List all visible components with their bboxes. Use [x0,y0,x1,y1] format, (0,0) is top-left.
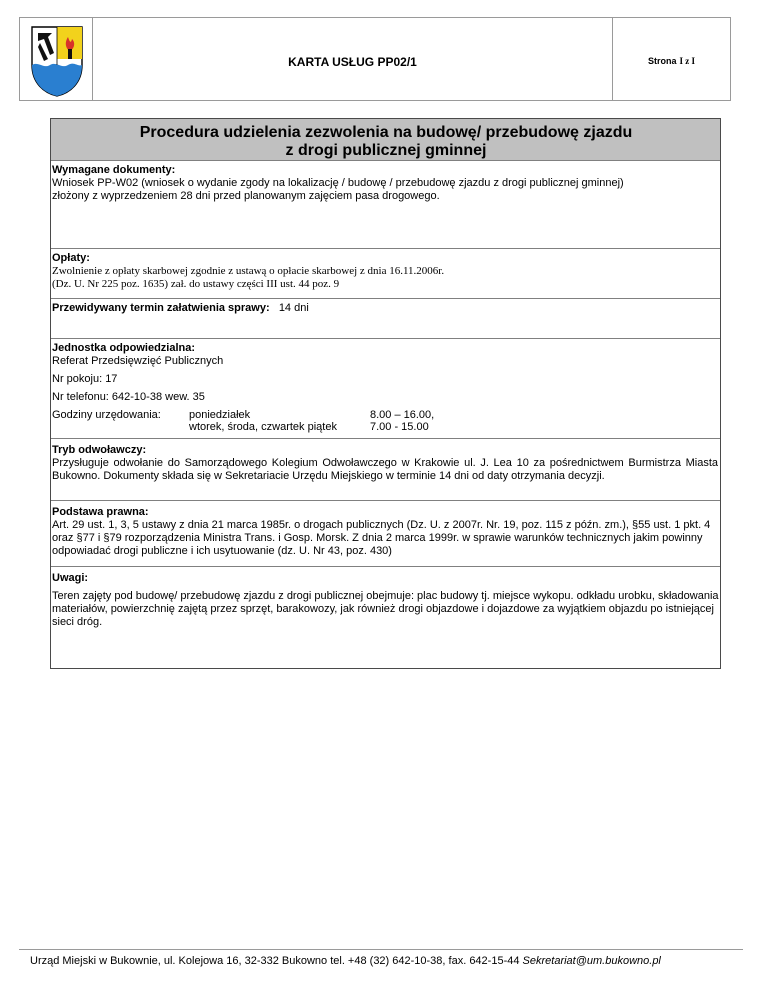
document-header [19,17,731,101]
fees-line2: (Dz. U. Nr 225 poz. 1635) zał. do ustawy części III ust. 44 poz. 9 [52,278,340,290]
card-title: KARTA USŁUG PP02/1 [93,18,613,100]
logo-cell [20,18,93,100]
office-hours-days1: poniedziałek [189,409,251,421]
fees-line1: Zwolnienie z opłaty skarbowej zgodnie z ustawą o opłacie skarbowej z dnia 16.11.2006r. [52,265,445,277]
unit-phone: Nr telefonu: 642-10-38 wew. 35 [52,391,205,403]
procedure-title-line1: Procedura udzielenia zezwolenia na budowę/ przebudowę zjazdu [139,124,633,141]
footer [30,955,661,967]
office-hours-times [370,409,434,433]
remarks-label: Uwagi: [52,572,89,584]
unit-label: Jednostka odpowiedzialna: [52,342,196,354]
footer-divider [19,949,743,950]
unit-room: Nr pokoju: 17 [52,373,118,385]
required-documents-section [51,161,720,249]
required-documents-line2: złożony z wyprzedzeniem 28 dni przed planowanym zajęciem pasa drogowego. [52,190,440,202]
deadline-value: 14 dni [278,302,309,314]
office-hours-days [189,409,370,433]
appeal-text: Przysługuje odwołanie do Samorządowego Kolegium Odwoławczego w Krakowie ul. J. Lea 10 za pośrednictwem Burmistrza Miasta Bukowno. Dokumenty składa się w Sekretariacie Urzędu Miejskiego w terminie 14 dni od daty otrzymania decyzji. [52,457,718,482]
procedure-title [51,119,720,161]
legal-text: Art. 29 ust. 1, 3, 5 ustawy z dnia 21 marca 1985r. o drogach publicznych (Dz. U. z 2007r. Nr. 19, poz. 115 z późn. zm.), §55 ust. 1 pkt. 4 oraz §77 i §79 rozporządzenia Ministra Trans. i Gosp. Morsk. Z dnia 2 marca 1999r. w sprawie warunków technicznych jakim powinny odpowiadać drogi publiczne i ich usytuowanie (dz. U. Nr 43, poz. 430) [52,519,711,557]
office-hours-time2: 7.00 - 15.00 [370,421,429,433]
legal-basis-section [51,501,720,567]
fees-label: Opłaty: [52,252,90,264]
office-hours-time1: 8.00 – 16.00, [370,409,435,421]
deadline-label: Przewidywany termin załatwienia sprawy: [52,302,270,314]
required-documents-label: Wymagane dokumenty: [52,164,176,176]
legal-label: Podstawa prawna: [52,506,149,518]
required-documents-line1: Wniosek PP-W02 (wniosek o wydanie zgody na lokalizację / budowę / przebudowę zjazdu z drogi publicznej gminnej) [52,177,624,189]
office-hours [51,409,720,433]
footer-email: Sekretariat@um.bukowno.pl [522,955,661,967]
office-hours-label: Godziny urzędowania: [52,409,161,421]
page-indicator [613,18,730,102]
unit-name: Referat Przedsięwzięć Publicznych [52,355,224,367]
coat-of-arms-icon [30,25,84,97]
fees-section [51,249,720,299]
office-hours-days2: wtorek, środa, czwartek piątek [189,421,337,433]
procedure-table [50,118,721,669]
page-numbers: I z I [679,56,695,66]
deadline-section [51,299,720,339]
responsible-unit-section [51,339,720,439]
appeal-section [51,439,720,501]
appeal-label: Tryb odwoławczy: [52,444,147,456]
footer-address: Urząd Miejski w Bukownie, ul. Kolejowa 16, 32-332 Bukowno tel. +48 (32) 642-10-38, fax. 642-15-44 [30,955,523,967]
remarks-text: Teren zajęty pod budowę/ przebudowę zjazdu z drogi publicznej obejmuje: plac budowy tj. miejsce wykopu. odkładu urobku, składowania materiałów, powierzchnię zajętą przez sprzęt, barakowozy, jak również drogi objazdowe i dojazdowe za wyjątkiem objazdu po istniejącej sieci dróg. [52,590,719,628]
page-label: Strona [647,56,677,66]
deadline-row [51,302,720,315]
remarks-section [51,567,720,670]
procedure-title-line2: z drogi publicznej gminnej [285,142,487,159]
